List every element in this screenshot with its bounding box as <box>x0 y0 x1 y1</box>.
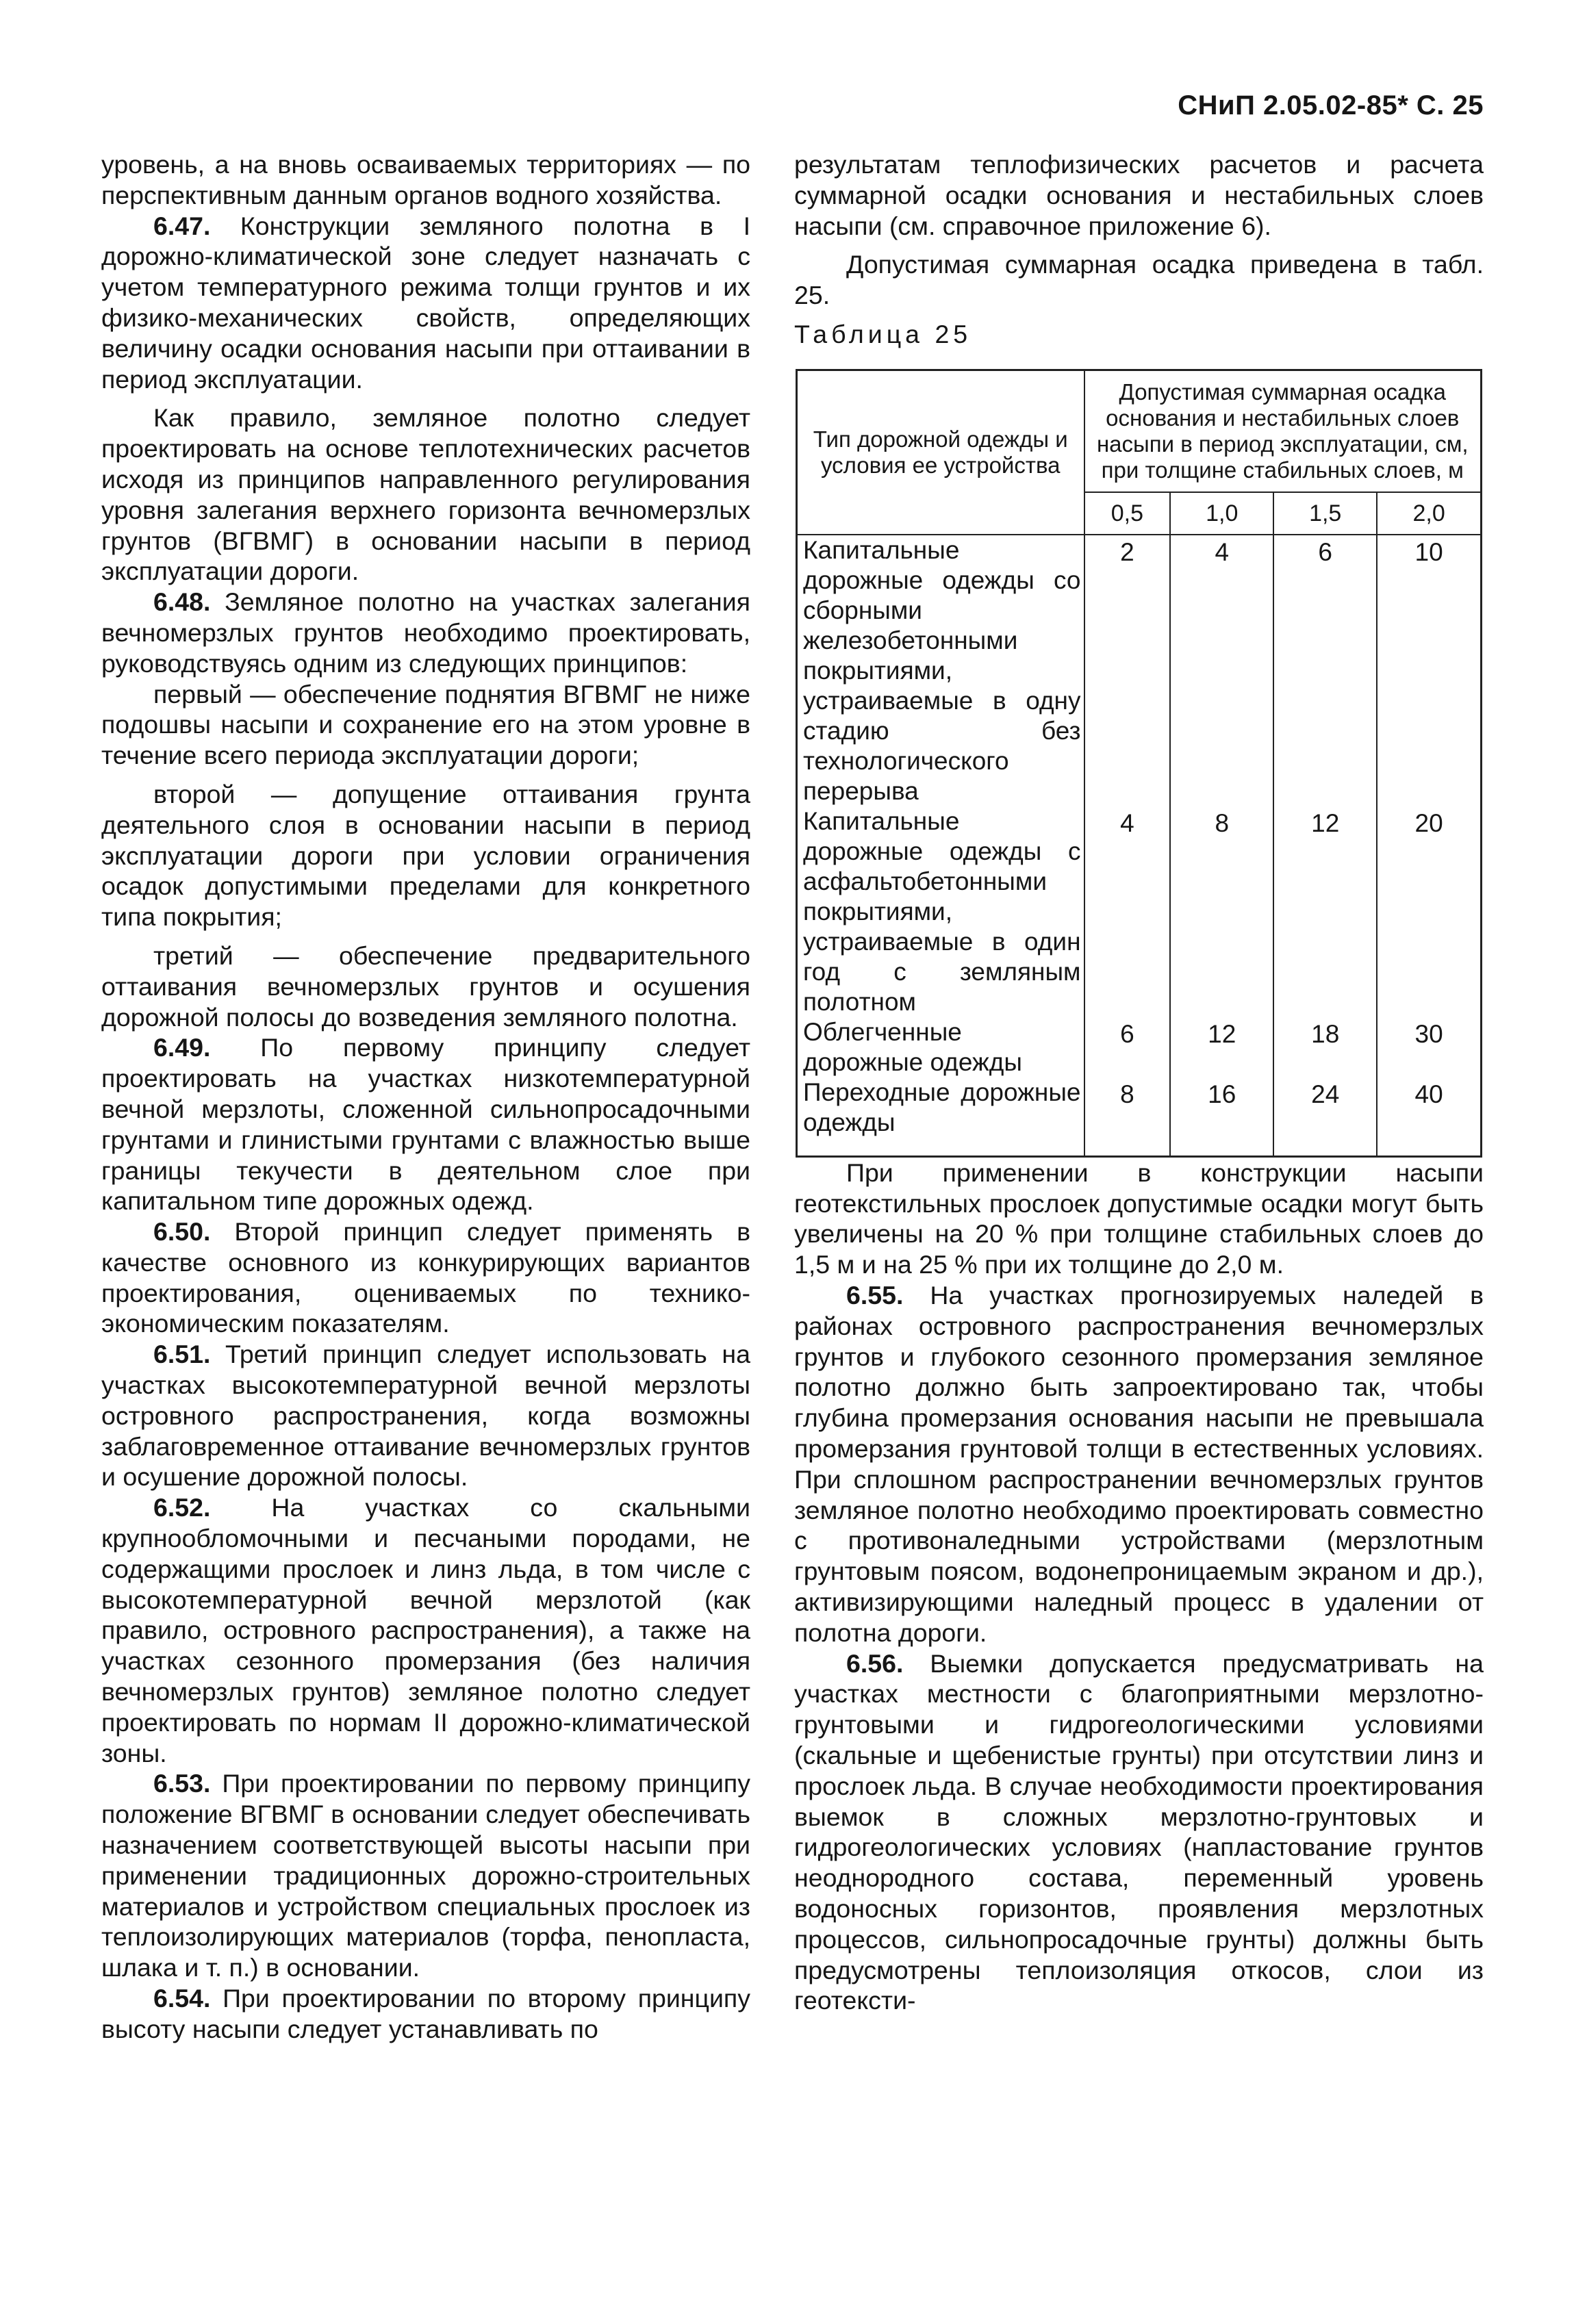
table-cell-value: 6 <box>1084 1017 1171 1077</box>
list-item-second: второй — допущение оттаивания грунта деятельного слоя в основании насыпи в период эксплуатации дороги при условии ограничения осадок допустимыми пределами для конкретного типа покрытия; <box>101 779 750 932</box>
table-cell-value: 4 <box>1170 535 1273 806</box>
table-header-thickness: 1,5 <box>1273 492 1377 535</box>
table-cell-type: Облегченные дорожные одежды <box>797 1017 1084 1077</box>
paragraph-6-48: 6.48. Земляное полотно на участках залегания вечномерзлых грунтов необходимо проектировать, руководствуясь одним из следующих принципов: <box>101 587 750 678</box>
paragraph: Допустимая суммарная осадка приведена в табл. 25. <box>794 250 1484 310</box>
table-cell-type: Капитальные дорожные одежды с асфальтобетонными покрытиями, устраиваемые в один год с земляным полотном <box>797 806 1084 1017</box>
table-cell-value: 24 <box>1273 1077 1377 1157</box>
table-header-type: Тип дорожной одежды и условия ее устройства <box>797 370 1084 535</box>
paragraph-6-56: 6.56. Выемки допускается предусматривать на участках местности с благоприятными мерзлотно-грунтовыми и гидрогеологическими условиями (скальные и щебенистые грунты) при отсутствии линз и прослоек льда. В случае необходимости проектирования выемок в сложных мерзлотно-грунтовых и гидрогеологических условиях (напластование грунтов неоднородного состава, переменный уровень водоносных горизонтов, проявления мерзлотных процессов, сильнопросадочные грунты) должны быть предусмотрены теплоизоляция откосов, слои из геотексти- <box>794 1648 1484 2015</box>
table-row <box>797 1077 1482 1157</box>
table-row <box>797 806 1482 1017</box>
table-cell-value: 2 <box>1084 535 1171 806</box>
paragraph-6-54: 6.54. При проектировании по второму принципу высоту насыпи следует устанавливать по <box>101 1984 750 2043</box>
table-header-thickness: 2,0 <box>1377 492 1481 535</box>
paragraph: Как правило, земляное полотно следует проектировать на основе теплотехнических расчетов исходя из принципов направленного регулирования уровня залегания верхнего горизонта вечномерзлых грунтов (ВГВМГ) в основании насыпи в период эксплуатации дороги. <box>101 403 750 586</box>
table-25 <box>796 369 1482 1158</box>
table-cell-value: 30 <box>1377 1017 1481 1077</box>
table-row <box>797 535 1482 806</box>
table-cell-value: 10 <box>1377 535 1481 806</box>
paragraph: При применении в конструкции насыпи геотекстильных прослоек допустимые осадки могут быть увеличены на 20 % при толщине стабильных слоев до 1,5 м и на 25 % при их толщине до 2,0 м. <box>794 1158 1484 1279</box>
section-number: 6.56. <box>846 1648 904 1678</box>
table-header-settlement: Допустимая суммарная осадка основания и нестабильных слоев насыпи в период эксплуатации, см, при толщине стабильных слоев, м <box>1084 370 1482 492</box>
list-item-first: первый — обеспечение поднятия ВГВМГ не ниже подошвы насыпи и сохранение его на этом уровне в течение всего периода эксплуатации дороги; <box>101 679 750 770</box>
table-cell-value: 12 <box>1273 806 1377 1017</box>
section-number: 6.54. <box>153 1984 211 2013</box>
table-header-thickness: 1,0 <box>1170 492 1273 535</box>
section-number: 6.55. <box>846 1280 904 1310</box>
section-number: 6.50. <box>153 1217 211 1247</box>
left-column <box>101 149 750 2045</box>
table-cell-value: 6 <box>1273 535 1377 806</box>
section-number: 6.51. <box>153 1340 211 1369</box>
right-column <box>794 149 1484 2016</box>
table-caption: Таблица 25 <box>794 319 972 348</box>
table-cell-value: 16 <box>1170 1077 1273 1157</box>
running-header: СНиП 2.05.02-85* С. 25 <box>1178 90 1484 120</box>
paragraph: уровень, а на вновь осваиваемых территориях — по перспективным данным органов водного хозяйства. <box>101 150 750 209</box>
table-cell-value: 8 <box>1170 806 1273 1017</box>
paragraph-6-52: 6.52. На участках со скальными крупнообломочными и песчаными породами, не содержащими прослоек и линз льда, в том числе с высокотемпературной вечной мерзлотой (как правило, островного распространения), а также на участках сезонного промерзания (без наличия вечномерзлых грунтов) земляное полотно следует проектировать по нормам II дорожно-климатической зоны. <box>101 1493 750 1767</box>
section-number: 6.47. <box>153 211 211 240</box>
list-item-third: третий — обеспечение предварительного оттаивания вечномерзлых грунтов и осушения дорожной полосы до возведения земляного полотна. <box>101 941 750 1032</box>
paragraph-6-55: 6.55. На участках прогнозируемых наледей в районах островного распространения вечномерзлых грунтов и глубокого сезонного промерзания земляное полотно должно быть запроектировано так, чтобы глубина промерзания основания насыпи не превышала промерзания грунтовой толщи в естественных условиях. При сплошном распространении вечномерзлых грунтов земляное полотно необходимо проектировать совместно с противоналедными устройствами (мерзлотным грунтовым поясом, водонепроницаемым экраном и др.), активизирующими наледный процесс в удалении от полотна дороги. <box>794 1280 1484 1647</box>
section-number: 6.52. <box>153 1493 211 1522</box>
paragraph-6-51: 6.51. Третий принцип следует использовать на участках высокотемпературной вечной мерзлоты островного распространения, когда возможны заблаговременное оттаивание вечномерзлых грунтов и осушение дорожной полосы. <box>101 1340 750 1492</box>
table-cell-value: 4 <box>1084 806 1171 1017</box>
table-cell-type: Переходные дорожные одежды <box>797 1077 1084 1157</box>
paragraph-6-50: 6.50. Второй принцип следует применять в качестве основного из конкурирующих вариантов проектирования, оцениваемых по технико-экономическим показателям. <box>101 1217 750 1338</box>
table-cell-value: 8 <box>1084 1077 1171 1157</box>
section-number: 6.53. <box>153 1769 211 1798</box>
table-row <box>797 1017 1482 1077</box>
paragraph-6-53: 6.53. При проектировании по первому принципу положение ВГВМГ в основании следует обеспечивать назначением соответствующей высоты насыпи при применении традиционных дорожно-строительных материалов и устройством специальных прослоек из теплоизолирующих материалов (торфа, пенопласта, шлака и т. п.) в основании. <box>101 1769 750 1982</box>
table-header-thickness: 0,5 <box>1084 492 1171 535</box>
table-cell-value: 18 <box>1273 1017 1377 1077</box>
paragraph-6-49: 6.49. По первому принципу следует проектировать на участках низкотемпературной вечной мерзлоты, сложенной сильнопросадочными грунтами и глинистыми грунтами с влажностью выше границы текучести в деятельном слое при капитальном типе дорожных одежд. <box>101 1033 750 1216</box>
section-number: 6.48. <box>153 587 211 617</box>
table-cell-type: Капитальные дорожные одежды со сборными железобетонными покрытиями, устраиваемые в одну стадию без технологического перерыва <box>797 535 1084 806</box>
section-number: 6.49. <box>153 1033 211 1062</box>
table-cell-value: 20 <box>1377 806 1481 1017</box>
table-cell-value: 40 <box>1377 1077 1481 1157</box>
paragraph: результатам теплофизических расчетов и расчета суммарной осадки основания и нестабильных слоев насыпи (см. справочное приложение 6). <box>794 150 1484 240</box>
table-cell-value: 12 <box>1170 1017 1273 1077</box>
paragraph-6-47: 6.47. Конструкции земляного полотна в I дорожно-климатической зоне следует назначать с учетом температурного режима толщи грунтов и их физико-механических свойств, определяющих величину осадки основания насыпи при оттаивании в период эксплуатации. <box>101 211 750 394</box>
